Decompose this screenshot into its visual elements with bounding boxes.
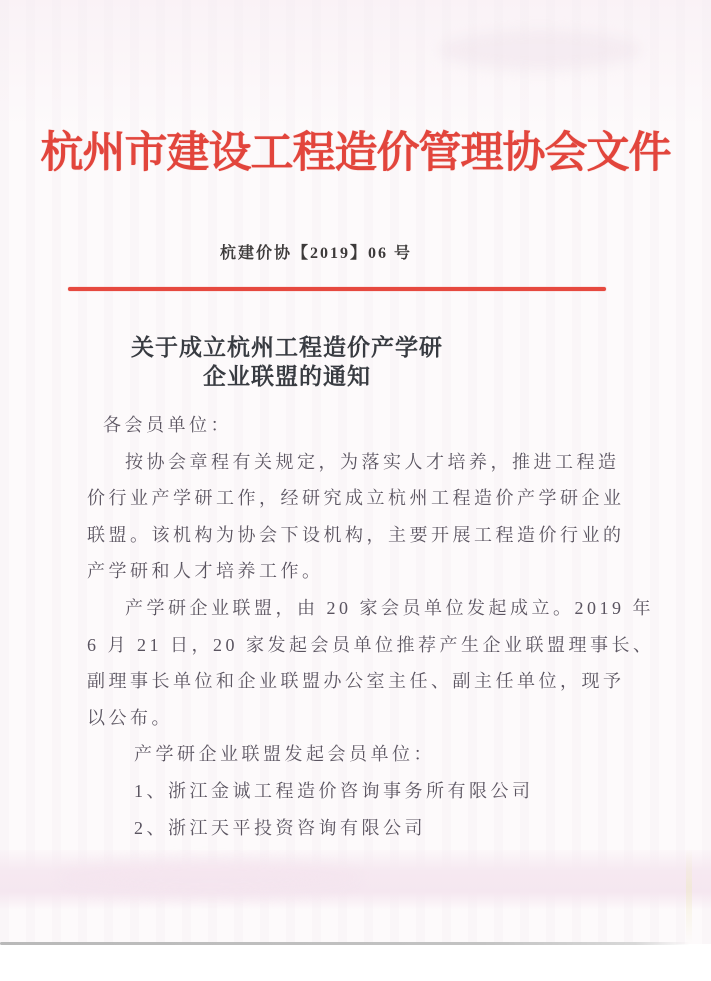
notice-body	[87, 407, 655, 846]
body-line: 联盟。该机构为协会下设机构，主要开展工程造价行业的	[87, 524, 625, 545]
scan-smudge-artifact	[60, 860, 360, 894]
body-line: 产学研和人才培养工作。	[87, 561, 324, 582]
notice-title-line2: 企业联盟的通知	[203, 364, 371, 389]
notice-title	[0, 333, 574, 391]
document-reference-number: 杭建价协【2019】06 号	[219, 245, 412, 262]
letterhead-org-title: 杭州市建设工程造价管理协会文件	[40, 128, 671, 178]
red-separator-rule	[68, 287, 606, 291]
body-line: 价行业产学研工作，经研究成立杭州工程造价产学研企业	[87, 488, 625, 509]
body-line: 产学研企业联盟，由 20 家会员单位发起成立。2019 年	[125, 597, 654, 618]
body-line-salutation: 各会员单位：	[103, 415, 232, 435]
body-line: 按协会章程有关规定，为落实人才培养，推进工程造	[125, 451, 620, 472]
body-line: 以公布。	[87, 707, 173, 728]
scan-smudge-artifact	[440, 30, 640, 70]
body-line: 6 月 21 日，20 家发起会员单位推荐产生企业联盟理事长、	[87, 634, 655, 655]
scanner-background	[0, 945, 711, 981]
body-line: 副理事长单位和企业联盟办公室主任、副主任单位，现予	[87, 671, 625, 692]
body-line-member-1: 1、浙江金诚工程造价咨询事务所有限公司	[134, 780, 534, 801]
body-line-member-2: 2、浙江天平投资咨询有限公司	[134, 817, 426, 838]
scan-edge-tint-artifact	[686, 848, 692, 944]
notice-title-line1: 关于成立杭州工程造价产学研	[131, 335, 443, 360]
body-line-list-intro: 产学研企业联盟发起会员单位：	[134, 744, 435, 765]
